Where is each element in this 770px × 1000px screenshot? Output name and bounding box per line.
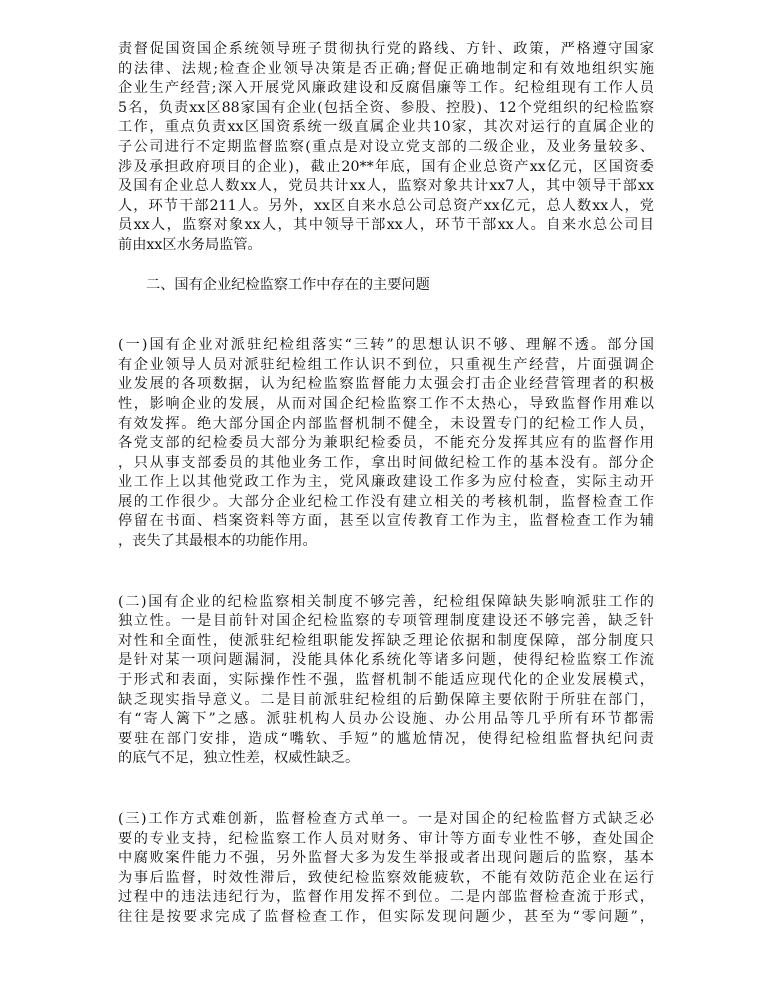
section-3-paragraph <box>118 810 654 928</box>
text-line: 员xx人，监察对象xx人，其中领导干部xx人，环节干部xx人。自来水总公司目 <box>118 217 654 234</box>
text-line: 的法律、法规;检查企业领导决策是否正确;督促正确地制定和有效地组织实施 <box>118 60 654 77</box>
text-line: 要驻在部门安排，造成“嘴软、手短”的尴尬情况，使得纪检组监督执纪问责 <box>118 730 654 747</box>
text-line: 于形式和表面，实际操作性不强，监督机制不能适应现代化的企业发展模式， <box>118 672 654 689</box>
text-line: (一)国有企业对派驻纪检组落实“三转”的思想认识不够、理解不透。部分国 <box>118 337 654 354</box>
text-line: 对性和全面性，使派驻纪检组职能发挥缺乏理论依据和制度保障，部分制度只 <box>118 632 654 649</box>
text-line: ，丧失了其最根本的功能作用。 <box>118 533 317 550</box>
text-line: 为事后监督，时效性滞后，致使纪检监察效能疲软，不能有效防范企业在运行 <box>118 869 654 886</box>
text-line: (三)工作方式难创新，监督检查方式单一。一是对国企的纪检监督方式缺乏必 <box>118 811 654 827</box>
text-line: 中腐败案件能力不强，另外监督大多为发生举报或者出现问题后的监察，基本 <box>118 850 654 867</box>
text-line: ，只从事支部委员的其他业务工作，拿出时间做纪检工作的基本没有。部分企 <box>118 454 654 471</box>
text-line: 有企业领导人员对派驻纪检组工作认识不到位，只重视生产经营，片面强调企 <box>118 356 654 373</box>
text-line: 业工作上以其他党政工作为主，党风廉政建设工作多为应付检查，实际主动开 <box>118 474 654 491</box>
text-line: 5名，负责xx区88家国有企业(包括全资、参股、控股)、12个党组织的纪检监察 <box>118 99 654 116</box>
document-page <box>118 40 654 928</box>
text-line: 涉及承担政府项目的企业)，截止20**年底，国有企业总资产xx亿元，区国资委 <box>118 158 654 175</box>
text-line: 的底气不足，独立性差，权威性缺乏。 <box>118 750 360 767</box>
section-2-paragraph <box>118 593 654 769</box>
text-line: 展的工作很少。大部分企业纪检工作没有建立相关的考核机制，监督检查工作 <box>118 493 654 510</box>
text-line: 工作，重点负责xx区国资系统一级直属企业共10家，其次对运行的直属企业的 <box>118 119 654 136</box>
text-line: 及国有企业总人数xx人，党员共计xx人，监察对象共计xx7人，其中领导干部xx <box>118 178 654 195</box>
text-line: 往往是按要求完成了监督检查工作，但实际发现问题少，甚至为“零问题”， <box>118 908 654 925</box>
text-line: 停留在书面、档案资料等方面，甚至以宣传教育工作为主，监督检查工作为辅 <box>118 513 654 530</box>
section-heading: 二、国有企业纪检监察工作中存在的主要问题 <box>146 276 430 293</box>
text-line: 前由xx区水务局监管。 <box>118 236 262 253</box>
text-line: 各党支部的纪检委员大部分为兼职纪检委员，不能充分发挥其应有的监督作用 <box>118 435 654 452</box>
text-line: 是针对某一项问题漏洞，没能具体化系统化等诸多问题，使得纪检监察工作流 <box>118 652 654 669</box>
text-line: 责督促国资国企系统领导班子贯彻执行党的路线、方针、政策，严格遵守国家 <box>118 41 654 57</box>
text-line: 有“寄人篱下”之感。派驻机构人员办公设施、办公用品等几乎所有环节都需 <box>118 711 654 728</box>
text-line: 业发展的各项数据，认为纪检监察监督能力太强会打击企业经营管理者的积极 <box>118 376 654 393</box>
text-line: 过程中的违法违纪行为，监督作用发挥不到位。二是内部监督检查流于形式， <box>118 889 654 906</box>
text-line: 企业生产经营;深入开展党风廉政建设和反腐倡廉等工作。纪检组现有工作人员 <box>118 80 654 97</box>
text-line: 有效发挥。绝大部分国企内部监督机制不健全，未设置专门的纪检工作人员， <box>118 415 654 432</box>
intro-paragraph <box>118 40 654 256</box>
text-line: (二)国有企业的纪检监察相关制度不够完善，纪检组保障缺失影响派驻工作的 <box>118 593 654 610</box>
text-line: 要的专业支持，纪检监察工作人员对财务、审计等方面专业性不够，查处国企 <box>118 830 654 847</box>
text-line: 子公司进行不定期监督监察(重点是对设立党支部的二级企业，及业务量较多、 <box>118 138 654 155</box>
text-line: 独立性。一是目前针对国企纪检监察的专项管理制度建设还不够完善，缺乏针 <box>118 613 654 630</box>
section-1-paragraph <box>118 336 654 552</box>
text-line: 人，环节干部211人。另外，xx区自来水总公司总资产xx亿元，总人数xx人，党 <box>118 197 654 214</box>
text-line: 缺乏现实指导意义。二是目前派驻纪检组的后勤保障主要依附于所驻在部门， <box>118 691 654 708</box>
text-line: 性，影响企业的发展，从而对国企纪检监察工作不太热心，导致监督作用难以 <box>118 395 654 412</box>
